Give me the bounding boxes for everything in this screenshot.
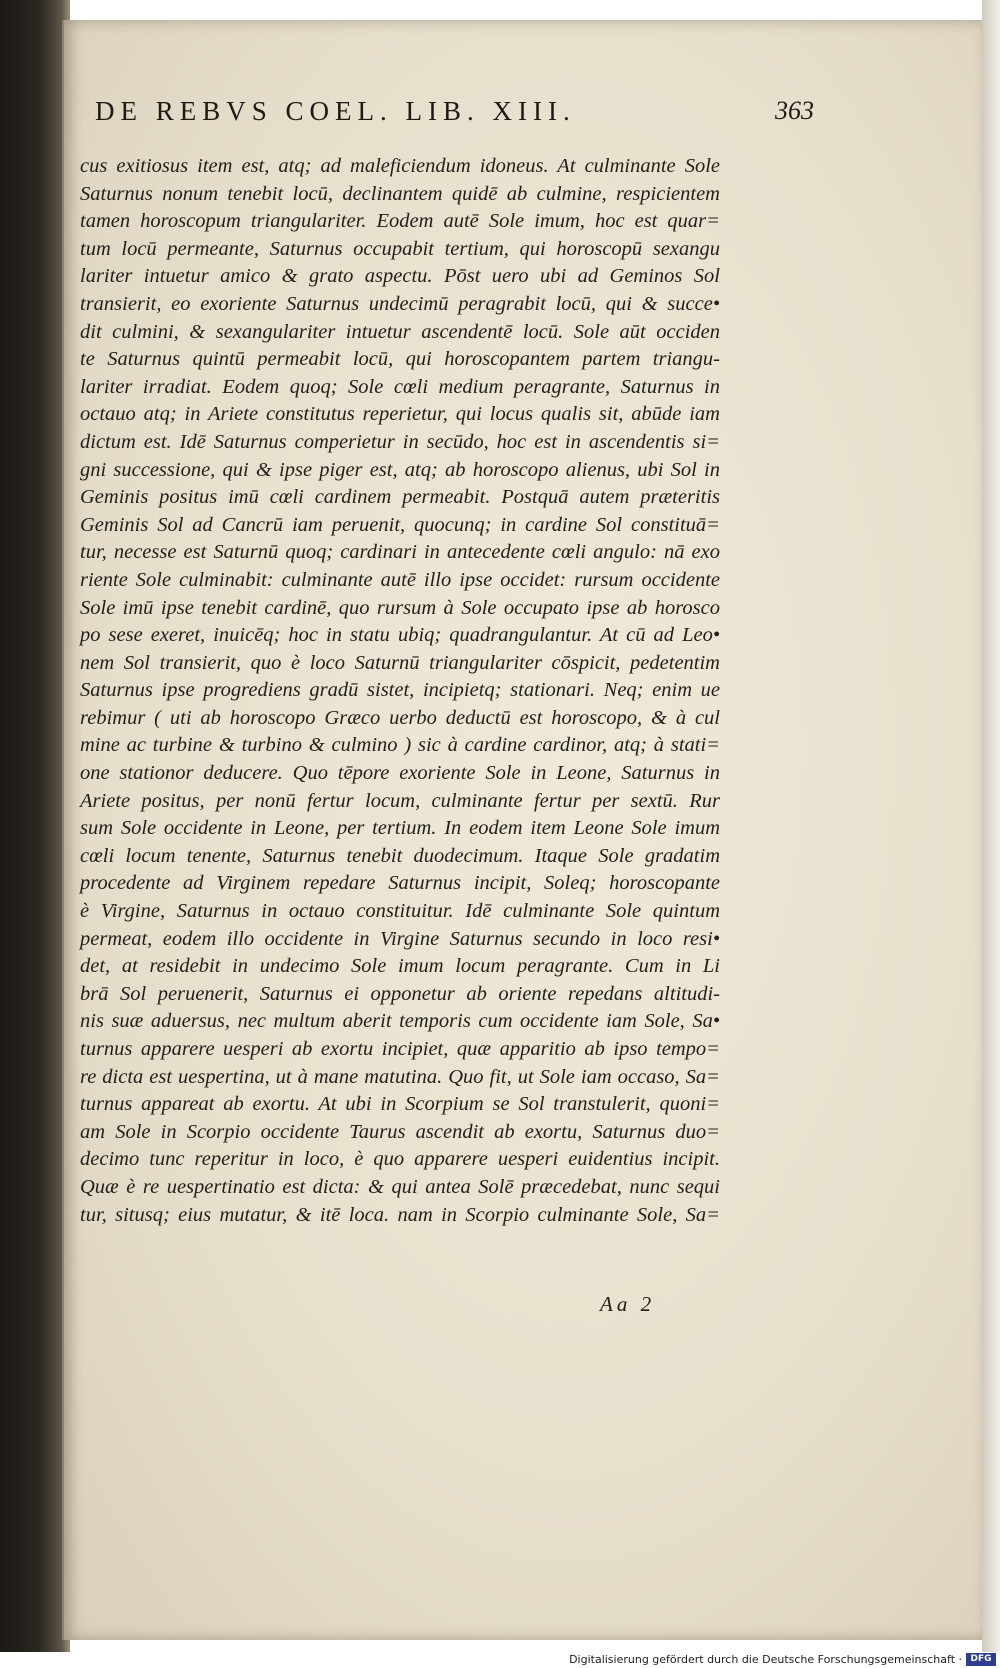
text-line: am Sole in Scorpio occidente Taurus ascendit ab exortu, Saturnus duo= xyxy=(80,1120,720,1143)
text-line: riente Sole culminabit: culminante autē illo ipse occidet: rursum occidente xyxy=(80,568,720,591)
text-line: tum locū permeante, Saturnus occupabit tertium, qui horoscopū sexangu xyxy=(80,237,720,260)
text-line: te Saturnus quintū permeabit locū, qui horoscopantem partem triangu- xyxy=(80,348,720,371)
text-line: po sese exeret, inuicēq; hoc in statu ubiq; quadrangulantur. At cū ad Leo• xyxy=(80,624,720,647)
digitization-credit: Digitalisierung gefördert durch die Deutsche Forschungsgemeinschaft · xyxy=(569,1653,962,1666)
text-line: Saturnus nonum tenebit locū, declinantem quidē ab culmine, respicientem xyxy=(80,182,720,205)
text-line: lariter intuetur amico & grato aspectu. Pōst uero ubi ad Geminos Sol xyxy=(80,265,720,288)
text-line: nem Sol transierit, quo è loco Saturnū triangulariter cōspicit, pedetentim xyxy=(80,651,720,674)
text-line: gni successione, qui & ipse piger est, atq; ab horoscopo alienus, ubi Sol in xyxy=(80,458,720,481)
text-line: det, at residebit in undecimo Sole imum locum peragrante. Cum in Li xyxy=(80,955,720,978)
text-line: dit culmini, & sexangulariter intuetur ascendentē locū. Sole aūt occiden xyxy=(80,320,720,343)
text-line: tur, necesse est Saturnū quoq; cardinari in antecedente cœli angulo: nā exo xyxy=(80,541,720,564)
text-line: Quæ è re uespertinatio est dicta: & qui antea Solē præcedebat, nunc sequi xyxy=(80,1175,720,1198)
text-line: Saturnus ipse progrediens gradū sistet, incipietq; stationari. Neq; enim ue xyxy=(80,679,720,702)
text-line: dictum est. Idē Saturnus comperietur in secūdo, hoc est in ascendentis si= xyxy=(80,430,720,453)
signature-mark: Aa 2 xyxy=(600,1292,656,1316)
text-line: re dicta est uespertina, ut à mane matutina. Quo fit, ut Sole iam occaso, Sa= xyxy=(80,1065,720,1088)
text-line: one stationor deducere. Quo tēpore exoriente Sole in Leone, Saturnus in xyxy=(80,762,720,785)
text-line: turnus appareat ab exortu. At ubi in Scorpium se Sol transtulerit, quoni= xyxy=(80,1093,720,1116)
text-line: brā Sol peruenerit, Saturnus ei opponetur ab oriente repedans altitudi- xyxy=(80,982,720,1005)
scan-right-edge xyxy=(982,0,1000,1652)
body-text xyxy=(80,153,720,1229)
text-line: Geminis Sol ad Cancrū iam peruenit, quocunq; in cardine Sol constituā= xyxy=(80,513,720,536)
text-line: Geminis positus imū cœli cardinem permeabit. Postquā autem præteritis xyxy=(80,486,720,509)
text-line: mine ac turbine & turbino & culmino ) sic à cardine cardinor, atq; à stati= xyxy=(80,734,720,757)
text-line: octauo atq; in Ariete constitutus reperietur, qui locus qualis sit, abūde iam xyxy=(80,403,720,426)
text-line: Sole imū ipse tenebit cardinē, quo rursum à Sole occupato ipse ab horosco xyxy=(80,596,720,619)
text-line: cus exitiosus item est, atq; ad maleficiendum idoneus. At culminante Sole xyxy=(80,155,720,177)
text-line: turnus apparere uesperi ab exortu incipiet, quæ apparitio ab ipso tempo= xyxy=(80,1038,720,1060)
text-line: sum Sole occidente in Leone, per tertium. In eodem item Leone Sole imum xyxy=(80,817,720,840)
scan-dark-edge xyxy=(0,0,70,1652)
page-number: 363 xyxy=(775,96,814,125)
text-line: decimo tunc reperitur in loco, è quo apparere uesperi euidentius incipit. xyxy=(80,1148,720,1171)
text-line: lariter irradiat. Eodem quoq; Sole cœli medium peragrante, Saturnus in xyxy=(80,375,720,398)
text-line: permeat, eodem illo occidente in Virgine Saturnus secundo in loco resi• xyxy=(80,927,720,950)
text-line: tamen horoscopum triangulariter. Eodem autē Sole imum, hoc est quar= xyxy=(80,210,720,233)
running-head: DE REBVS COEL. LIB. XIII. xyxy=(95,96,576,126)
text-line: nis suæ aduersus, nec multum aberit temporis cum occidente iam Sole, Sa• xyxy=(80,1010,720,1033)
text-line: è Virgine, Saturnus in octauo constituitur. Idē culminante Sole quintum xyxy=(80,900,720,923)
text-line: procedente ad Virginem repedare Saturnus incipit, Soleq; horoscopante xyxy=(80,872,720,895)
text-line: transierit, eo exoriente Saturnus undecimū peragrabit locū, qui & succe• xyxy=(80,292,720,315)
dfg-logo: DFG xyxy=(966,1653,996,1666)
text-line: Ariete positus, per nonū fertur locum, culminante fertur per sextū. Rur xyxy=(80,789,720,812)
text-line: tur, situsq; eius mutatur, & itē loca. nam in Scorpio culminante Sole, Sa= xyxy=(80,1203,720,1226)
text-line: cœli locum tenente, Saturnus tenebit duodecimum. Itaque Sole gradatim xyxy=(80,844,720,867)
text-line: rebimur ( uti ab horoscopo Græco uerbo deductū est horoscopo, & à cul xyxy=(80,706,720,729)
